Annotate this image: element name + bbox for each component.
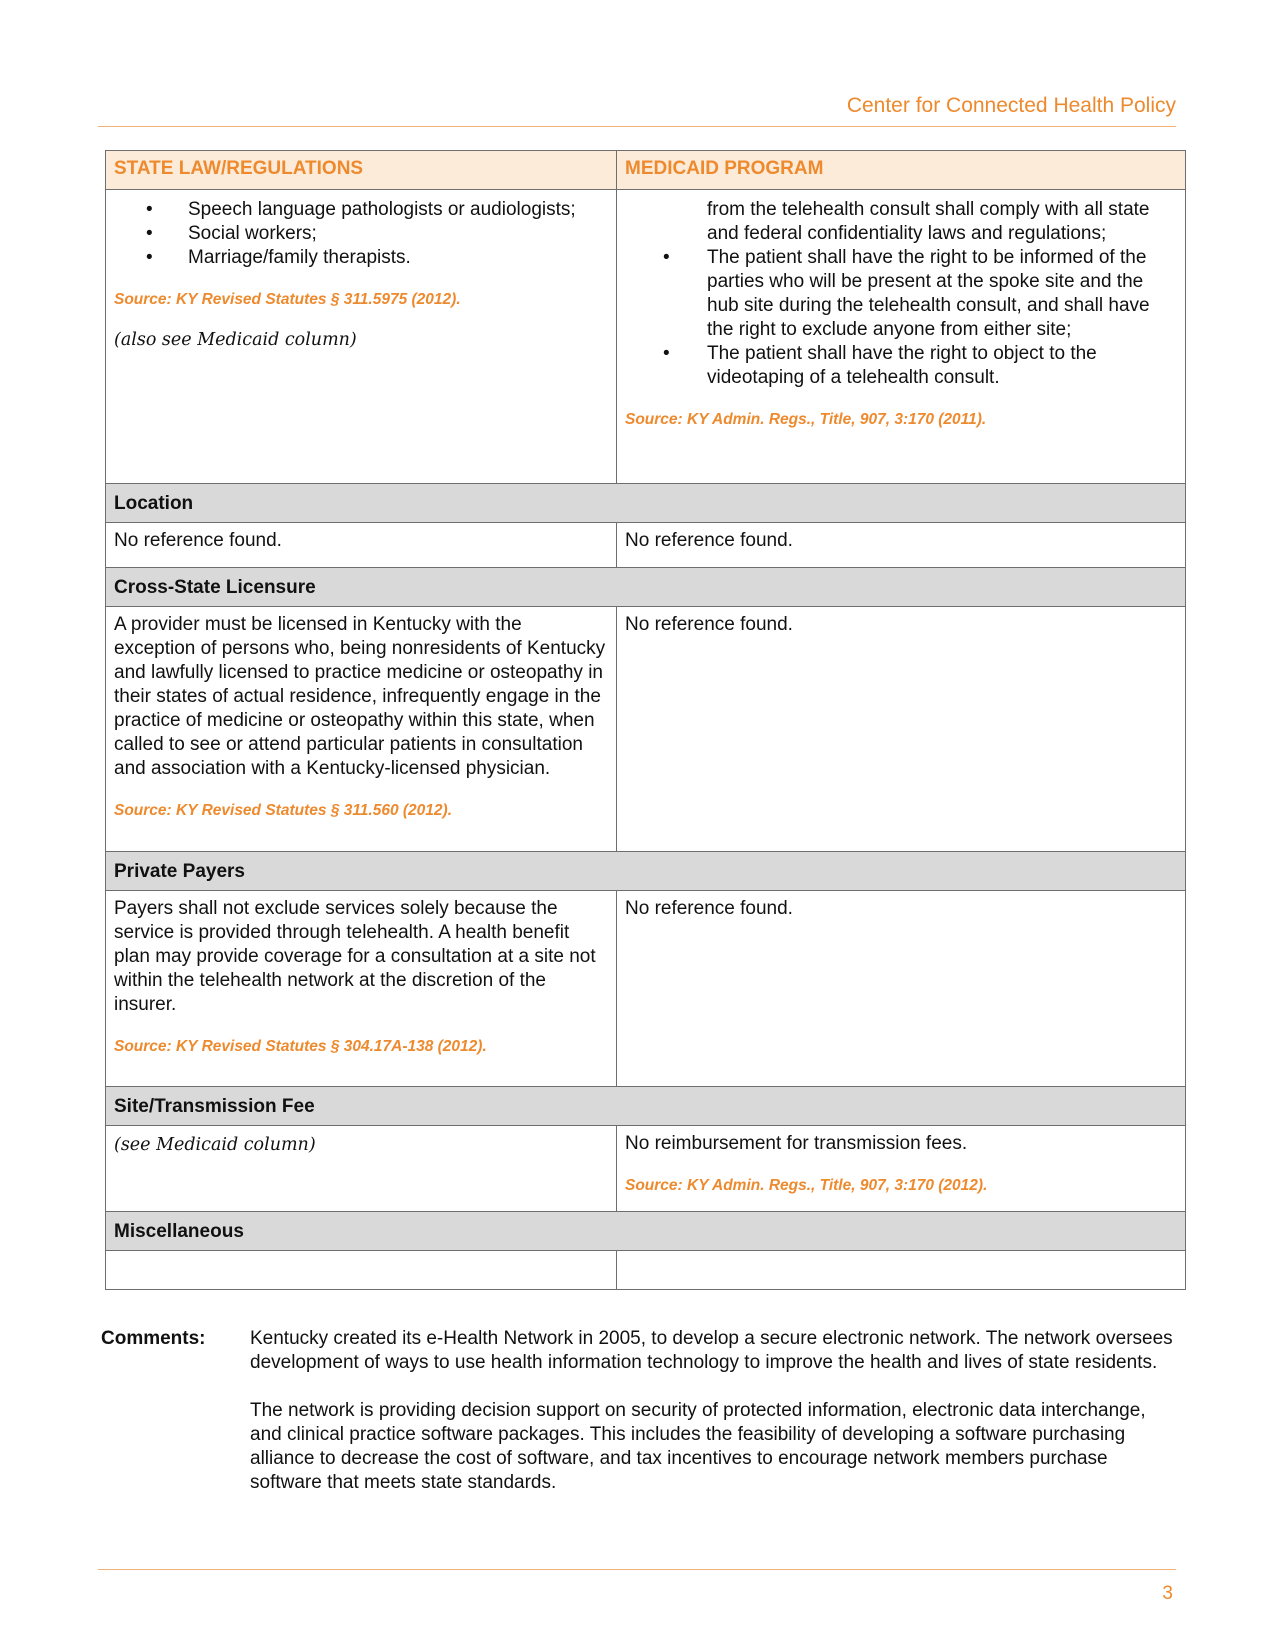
table-row-location: [106, 523, 1186, 568]
source-citation: Source: KY Admin. Regs., Title, 907, 3:170 (2012).: [625, 1177, 988, 1194]
section-row-misc: [106, 1212, 1186, 1251]
list-item: • Social workers;: [114, 222, 608, 246]
licensure-text: A provider must be licensed in Kentucky with the exception of persons who, being nonresidents of Kentucky and lawfully licensed to practice medicine or osteopathy in their states of actual residence, infrequently engage in the practice of medicine or osteopathy within this state, when called to see or attend particular patients in consultation and association with a Kentucky-licensed physician.: [114, 614, 606, 779]
patient-rights-list: [625, 246, 1177, 390]
comments-body: [250, 1327, 1181, 1495]
section-heading: Cross-State Licensure: [106, 568, 1186, 607]
table-row-private-payers: [106, 891, 1186, 1087]
private-payers-text: Payers shall not exclude services solely because the service is provided through telehealth. A health benefit plan may provide coverage for a consultation at a site not within the telehealth network at the discretion of the insurer.: [114, 898, 596, 1015]
page-number: 3: [1162, 1583, 1173, 1604]
page-header-title: Center for Connected Health Policy: [846, 94, 1176, 117]
table-row-licensure: [106, 607, 1186, 852]
section-heading: Site/Transmission Fee: [106, 1087, 1186, 1126]
comments-label: Comments:: [101, 1328, 206, 1349]
table-row-site-fee: [106, 1126, 1186, 1212]
section-row-private-payers: [106, 852, 1186, 891]
column-header-medicaid: MEDICAID PROGRAM: [617, 151, 1186, 190]
comments-section: [101, 1327, 1181, 1519]
table-cell: [617, 1251, 1186, 1290]
table-cell: [106, 607, 617, 852]
source-citation: Source: KY Revised Statutes § 311.5975 (2012).: [114, 291, 461, 308]
section-heading: Private Payers: [106, 852, 1186, 891]
footer-divider: [98, 1569, 1176, 1570]
header-divider: [98, 126, 1176, 127]
column-header-state-law: STATE LAW/REGULATIONS: [106, 151, 617, 190]
provider-list: [114, 198, 608, 270]
section-heading: Miscellaneous: [106, 1212, 1186, 1251]
continued-text: from the telehealth consult shall comply with all state and federal confidentiality laws and regulations;: [707, 199, 1150, 244]
comments-paragraph: Kentucky created its e-Health Network in 2005, to develop a secure electronic network. The network oversees development of ways to use health information technology to improve the health and lives of state residents.: [250, 1328, 1173, 1373]
see-medicaid-note: (see Medicaid column): [114, 1135, 316, 1155]
section-row-licensure: [106, 568, 1186, 607]
source-citation: Source: KY Revised Statutes § 304.17A-138 (2012).: [114, 1038, 487, 1055]
section-heading: Location: [106, 484, 1186, 523]
list-item: • Marriage/family therapists.: [114, 246, 608, 270]
section-row-location: [106, 484, 1186, 523]
table-cell: [106, 1251, 617, 1290]
source-citation: Source: KY Admin. Regs., Title, 907, 3:170 (2011).: [625, 411, 987, 428]
see-medicaid-note: (also see Medicaid column): [114, 330, 357, 350]
table-row-provider-types: [106, 190, 1186, 484]
transmission-fee-text: No reimbursement for transmission fees.: [625, 1133, 968, 1154]
comments-paragraph: The network is providing decision support on security of protected information, electronic data interchange, and clinical practice software packages. This includes the feasibility of developing a software purchasing alliance to decrease the cost of software, and tax incentives to encourage network members purchase software that meets state standards.: [250, 1400, 1146, 1493]
table-cell: [106, 891, 617, 1087]
table-cell: No reference found.: [106, 523, 617, 568]
source-citation: Source: KY Revised Statutes § 311.560 (2012).: [114, 802, 453, 819]
section-row-site-fee: [106, 1087, 1186, 1126]
medicaid-cell: [617, 190, 1186, 484]
table-header-row: [106, 151, 1186, 190]
table-row-misc: [106, 1251, 1186, 1290]
policy-table: [105, 150, 1186, 1290]
table-cell: No reference found.: [617, 607, 1186, 852]
list-item: • Speech language pathologists or audiologists;: [114, 198, 608, 222]
state-law-cell: [106, 190, 617, 484]
list-item: • The patient shall have the right to object to the videotaping of a telehealth consult.: [625, 342, 1177, 390]
table-cell: [106, 1126, 617, 1212]
table-cell: No reference found.: [617, 891, 1186, 1087]
table-cell: No reference found.: [617, 523, 1186, 568]
table-cell: [617, 1126, 1186, 1212]
list-item: • The patient shall have the right to be informed of the parties who will be present at the spoke site and the hub site during the telehealth consult, and shall have the right to exclude anyone from either site;: [625, 246, 1177, 342]
